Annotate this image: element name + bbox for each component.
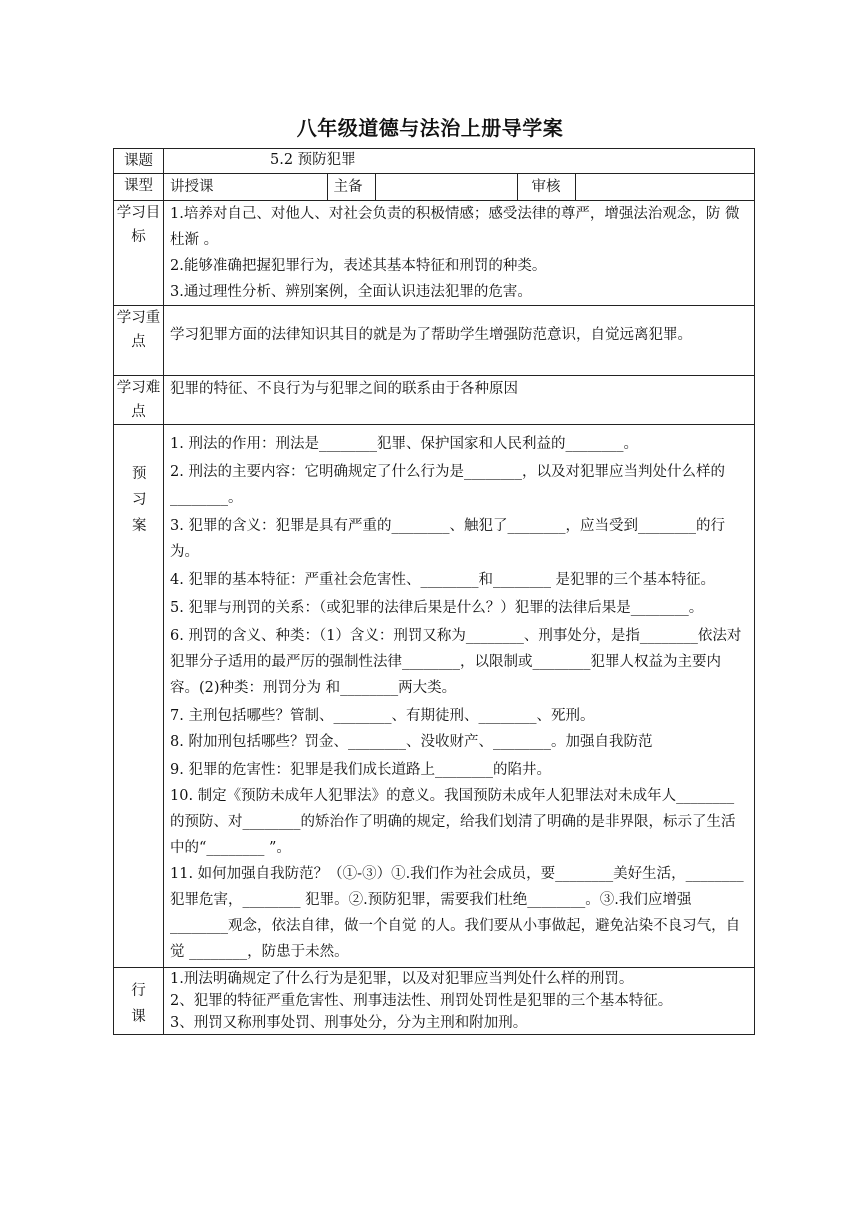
preview-item: 7. 主刑包括哪些？管制、________、有期徒刑、________、死刑。 — [170, 708, 595, 724]
topic-value: 5.2 预防犯罪 — [270, 152, 356, 168]
preview-item: 1. 刑法的作用：刑法是________犯罪、保护国家和人民利益的________。 — [170, 436, 638, 452]
preview-item: 3. 犯罪的含义：犯罪是具有严重的________、触犯了________，应当受到________的行为。 — [170, 518, 725, 560]
type-label: 课型 — [114, 174, 164, 201]
difficulties-row — [114, 376, 755, 425]
topic-row — [114, 149, 755, 174]
goal-item: 3.通过理性分析、辨别案例，全面认识违法犯罪的危害。 — [170, 284, 532, 300]
lesson-label: 行课 — [114, 968, 164, 1035]
goals-row — [114, 201, 755, 306]
difficulties-text: 犯罪的特征、不良行为与犯罪之间的联系由于各种原因 — [170, 381, 518, 397]
difficulties-label: 学习难点 — [114, 376, 164, 425]
lead-label: 主备 — [327, 174, 375, 200]
preview-label: 预习案 — [114, 425, 164, 968]
review-label: 审核 — [517, 174, 575, 200]
topic-label: 课题 — [114, 149, 164, 174]
study-plan-table — [113, 148, 755, 1035]
preview-item: 8. 附加刑包括哪些？罚金、________、没收财产、________。加强自我防范 — [170, 734, 653, 750]
key-points-label: 学习重点 — [114, 306, 164, 376]
preview-item: 10. 制定《预防未成年人犯罪法》的意义。我国预防未成年人犯罪法对未成年人________的预防、对________的矫治作了明确的规定，给我们划清了明确的是非界限，标示了生活中的“________ ”。 — [170, 788, 736, 856]
review-value — [575, 174, 754, 200]
preview-item: 6. 刑罚的含义、种类：（1）含义：刑罚又称为________、刑事处分，是指________依法对犯罪分子适用的最严厉的强制性法律________，以限制或________犯罪人权益为主要内容。(2)种类：刑罚分为 和________两大类。 — [170, 628, 742, 696]
key-points-row — [114, 306, 755, 376]
preview-item: 5. 犯罪与刑罚的关系：（或犯罪的法律后果是什么？）犯罪的法律后果是________。 — [170, 600, 704, 616]
preview-item: 2. 刑法的主要内容：它明确规定了什么行为是________，以及对犯罪应当判处什么样的________。 — [170, 464, 725, 506]
lesson-item: 3、刑罚又称刑事处罚、刑事处分，分为主刑和附加刑。 — [170, 1015, 528, 1031]
lesson-row — [114, 968, 755, 1035]
page-title: 八年级道德与法治上册导学案 — [296, 116, 564, 140]
preview-item: 11. 如何加强自我防范？（①-③）①.我们作为社会成员，要________美好生活，________犯罪危害，________ 犯罪。②.预防犯罪，需要我们杜绝________。③.我们应增强________观念，依法自律，做一个自觉 的人。我们要从小事做起，避免沾染不良习气，自觉 ________，防患于未然。 — [170, 866, 744, 960]
lesson-item: 2、犯罪的特征严重危害性、刑事违法性、刑罚处罚性是犯罪的三个基本特征。 — [170, 993, 673, 1009]
goal-item: 2.能够准确把握犯罪行为，表述其基本特征和刑罚的种类。 — [170, 258, 547, 274]
goal-item: 1.培养对自己、对他人、对社会负责的积极情感；感受法律的尊严，增强法治观念，防 微杜渐 。 — [170, 206, 740, 248]
type-row — [114, 174, 755, 201]
type-value: 讲授课 — [170, 179, 214, 195]
preview-item: 9. 犯罪的危害性：犯罪是我们成长道路上________的陷井。 — [170, 762, 551, 778]
type-inner — [164, 174, 754, 200]
lesson-item: 1.刑法明确规定了什么行为是犯罪，以及对犯罪应当判处什么样的刑罚。 — [170, 971, 634, 987]
lead-value — [375, 174, 517, 200]
preview-row — [114, 425, 755, 968]
key-points-text: 学习犯罪方面的法律知识其目的就是为了帮助学生增强防范意识，自觉远离犯罪。 — [170, 327, 692, 343]
goals-label: 学习目标 — [114, 201, 164, 306]
preview-item: 4. 犯罪的基本特征：严重社会危害性、________和________ 是犯罪的三个基本特征。 — [170, 572, 716, 588]
